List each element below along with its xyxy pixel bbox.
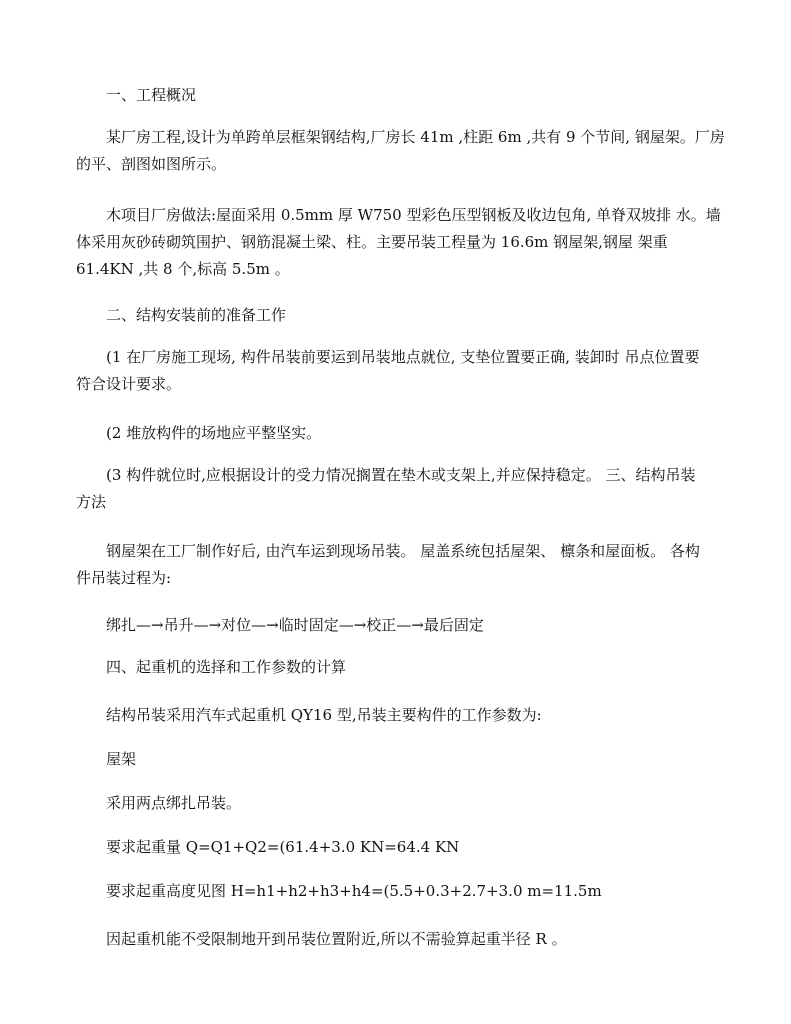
paragraph-roof-truss [76,746,716,773]
text-line: 要求起重高度见图 H=h1+h2+h3+h4=(5.5+0.3+2.7+3.0 m=11.5m [106,882,602,900]
text-line: 绑扎—→吊升—→对位—→临时固定—→校正—→最后固定 [106,616,484,634]
paragraph-preparation-3 [76,462,716,516]
text-line: 61.4KN ,共 8 个,标高 5.5m 。 [76,260,290,278]
paragraph-lifting-process [76,612,716,639]
text-line: 二、结构安装前的准备工作 [106,306,287,324]
text-line: 体采用灰砂砖砌筑围护、钢筋混凝土梁、柱。主要吊装工程量为 16.6m 钢屋架,钢屋 架重 [76,233,668,251]
paragraph-preparation-2 [76,420,716,447]
text-line: 要求起重量 Q=Q1+Q2=(61.4+3.0 KN=64.4 KN [106,838,460,856]
text-line: 结构吊装采用汽车式起重机 QY16 型,吊装主要构件的工作参数为: [106,706,542,724]
paragraph-building-method [76,202,721,283]
text-line: 方法 [76,493,107,511]
paragraph-lifting-radius [76,926,716,953]
text-line: 木项目厂房做法:屋面采用 0.5mm 厚 W750 型彩色压型钢板及收边包角, 单脊双坡排 水。墙 [106,206,721,224]
text-line: 的平、剖图如图所示。 [76,155,227,173]
text-line: 因起重机能不受限制地开到吊装位置附近,所以不需验算起重半径 R 。 [106,930,567,948]
paragraph-lifting-height [76,878,716,905]
text-line: 件吊装过程为: [76,569,172,587]
text-line: 钢屋架在工厂制作好后, 由汽车运到现场吊装。 屋盖系统包括屋架、 檩条和屋面板。 各构 [106,542,700,560]
text-line: 屋架 [106,750,137,768]
text-line: 某厂房工程,设计为单跨单层框架钢结构,厂房长 41m ,柱距 6m ,共有 9 个节间, 钢屋架。厂房 [106,128,725,146]
paragraph-crane-type [76,702,716,729]
heading-project-overview [76,82,716,109]
paragraph-preparation-1 [76,344,716,398]
text-line: 符合设计要求。 [76,375,182,393]
paragraph-lifting-method [76,538,716,592]
text-line: 四、起重机的选择和工作参数的计算 [106,658,347,676]
text-line: (2 堆放构件的场地应平整坚实。 [106,424,322,442]
text-line: (3 构件就位时,应根据设计的受力情况搁置在垫木或支架上,并应保持稳定。 三、结构吊装 [106,466,696,484]
heading-preparation [76,302,716,329]
text-line: 采用两点绑扎吊装。 [106,794,242,812]
text-line: (1 在厂房施工现场, 构件吊装前要运到吊装地点就位, 支垫位置要正确, 装卸时 吊点位置要 [106,348,700,366]
paragraph-project-description [76,124,725,178]
paragraph-binding [76,790,716,817]
paragraph-lifting-weight [76,834,716,861]
heading-crane-selection [76,654,716,681]
text-line: 一、工程概况 [106,86,197,104]
